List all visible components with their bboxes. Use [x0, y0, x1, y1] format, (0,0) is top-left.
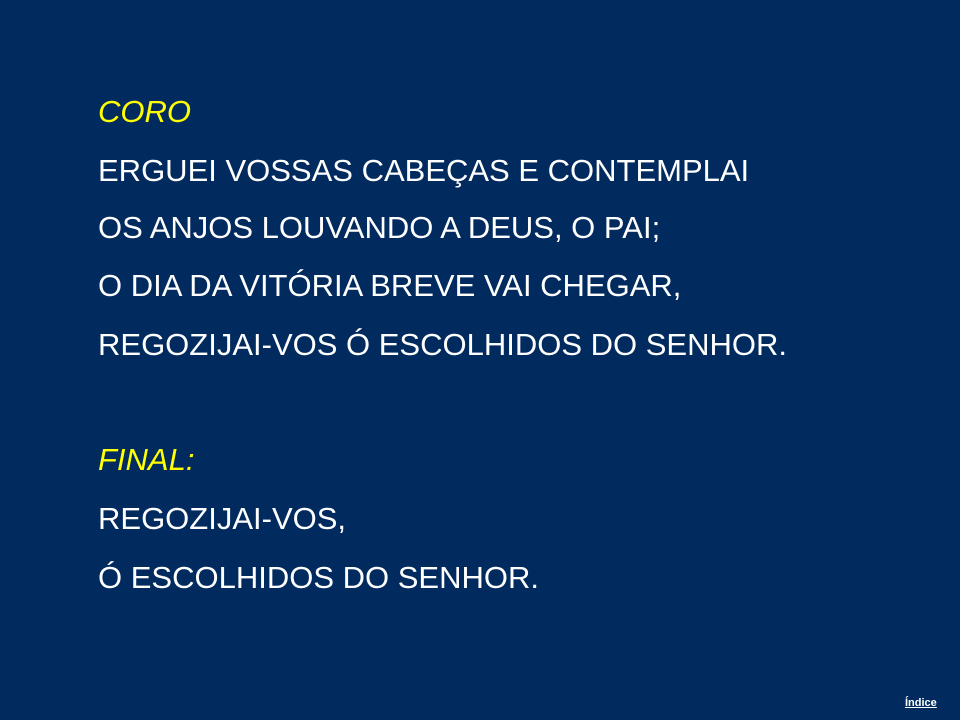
index-link[interactable]: Índice	[905, 697, 937, 709]
final-line-1: REGOZIJAI-VOS,	[98, 501, 347, 536]
final-heading: FINAL:	[98, 442, 195, 477]
chorus-line-2: OS ANJOS LOUVANDO A DEUS, O PAI;	[98, 210, 661, 245]
chorus-heading: CORO	[98, 94, 191, 129]
chorus-line-3: O DIA DA VITÓRIA BREVE VAI CHEGAR,	[98, 268, 682, 303]
chorus-line-4: REGOZIJAI-VOS Ó ESCOLHIDOS DO SENHOR.	[98, 327, 787, 362]
chorus-line-1: ERGUEI VOSSAS CABEÇAS E CONTEMPLAI	[98, 153, 750, 188]
final-line-2: Ó ESCOLHIDOS DO SENHOR.	[98, 560, 539, 595]
